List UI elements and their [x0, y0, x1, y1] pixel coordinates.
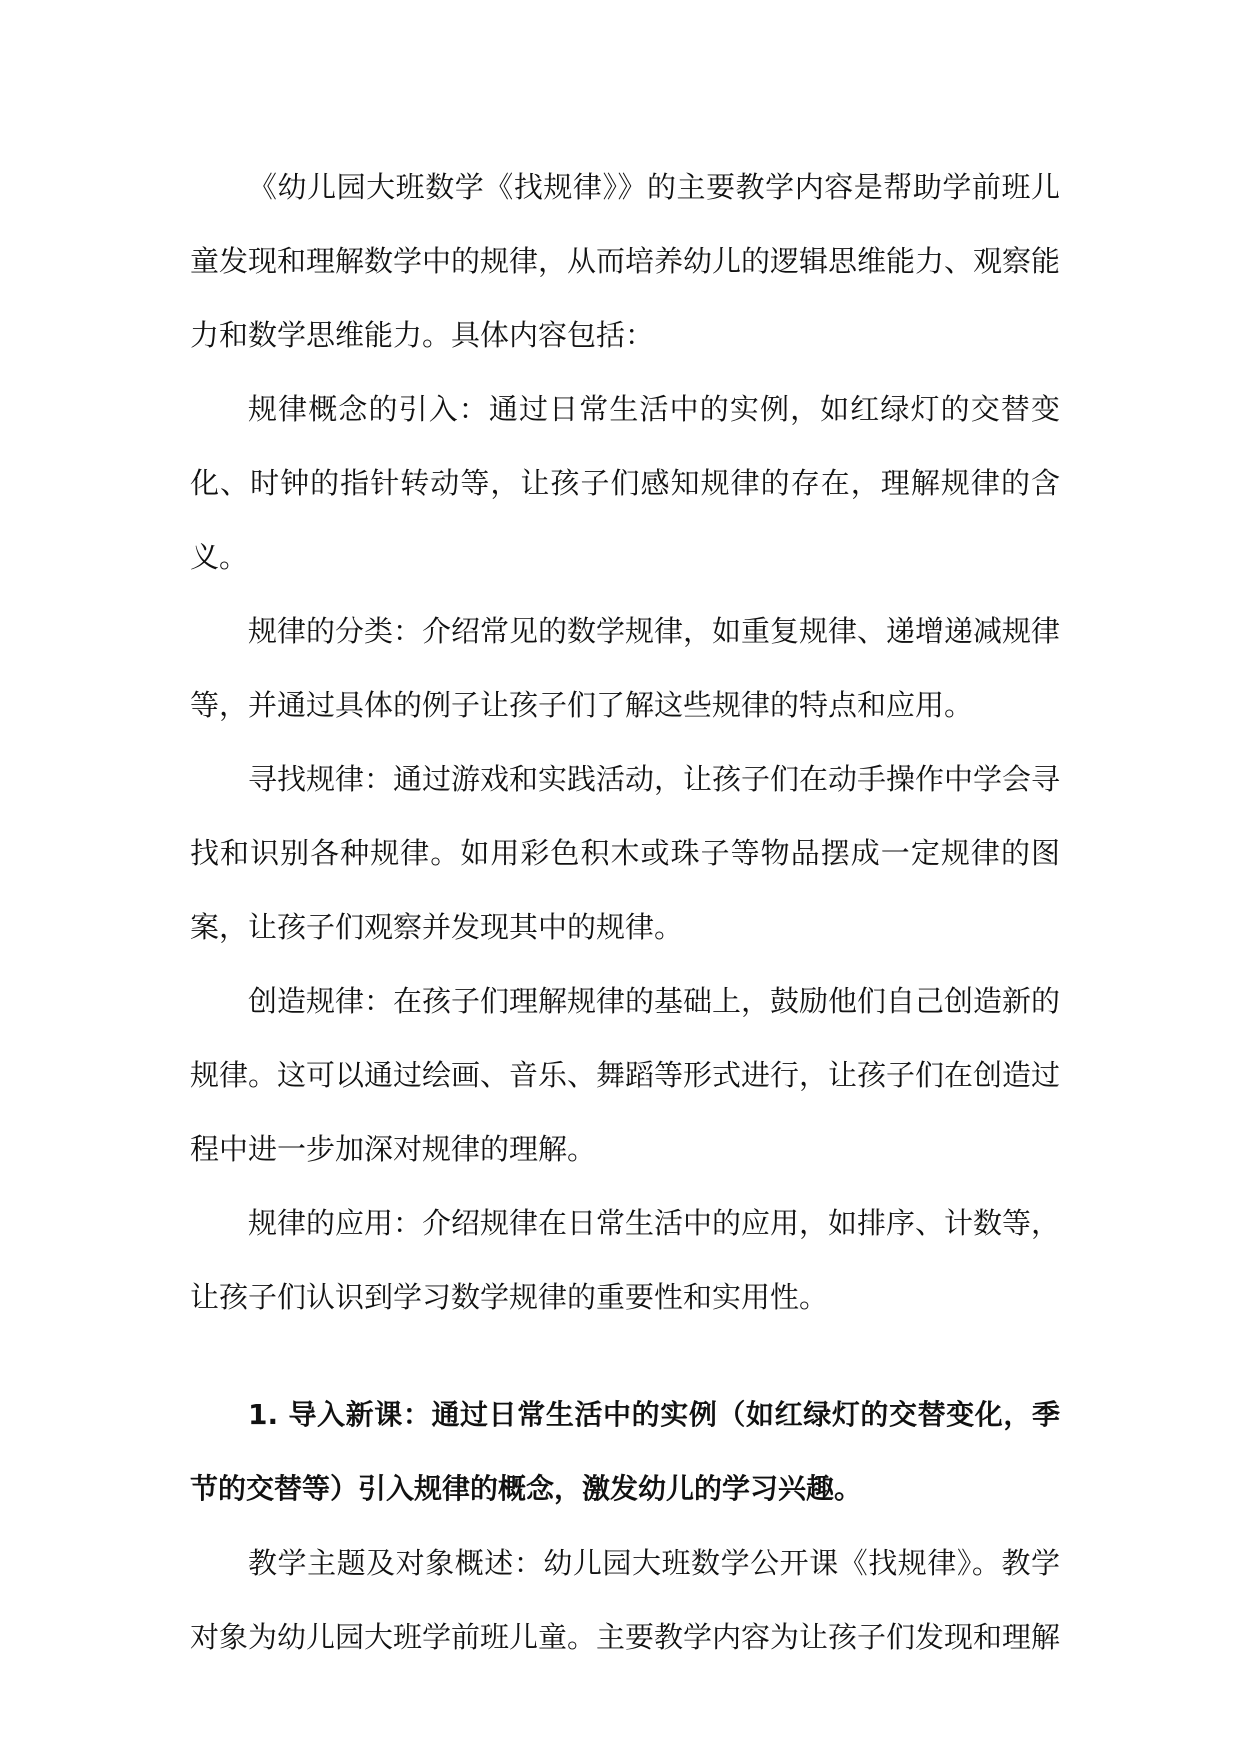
section-heading: 1. 导入新课：通过日常生活中的实例（如红绿灯的交替变化，季节的交替等）引入规律的概念，激发幼儿的学习兴趣。 [190, 1398, 1060, 1505]
find-rules-paragraph: 寻找规律：通过游戏和实践活动，让孩子们在动手操作中学会寻找和识别各种规律。如用彩色积木或珠子等物品摆成一定规律的图案，让孩子们观察并发现其中的规律。 [190, 762, 1061, 944]
intro-paragraph: 《幼儿园大班数学《找规律》》的主要教学内容是帮助学前班儿童发现和理解数学中的规律，从而培养幼儿的逻辑思维能力、观察能力和数学思维能力。具体内容包括： [190, 170, 1061, 352]
apply-rules-paragraph: 规律的应用：介绍规律在日常生活中的应用，如排序、计数等，让孩子们认识到学习数学规律的重要性和实用性。 [190, 1206, 1061, 1314]
document-body [190, 150, 1060, 1674]
create-rules-paragraph: 创造规律：在孩子们理解规律的基础上，鼓励他们自己创造新的规律。这可以通过绘画、音乐、舞蹈等形式进行，让孩子们在创造过程中进一步加深对规律的理解。 [190, 984, 1061, 1166]
rule-concept-paragraph: 规律概念的引入：通过日常生活中的实例，如红绿灯的交替变化、时钟的指针转动等，让孩子们感知规律的存在，理解规律的含义。 [190, 392, 1060, 574]
rule-classification-paragraph: 规律的分类：介绍常见的数学规律，如重复规律、递增递减规律等，并通过具体的例子让孩子们了解这些规律的特点和应用。 [190, 614, 1061, 722]
overview-paragraph: 教学主题及对象概述：幼儿园大班数学公开课《找规律》。教学对象为幼儿园大班学前班儿童。主要教学内容为让孩子们发现和理解 [190, 1546, 1061, 1654]
